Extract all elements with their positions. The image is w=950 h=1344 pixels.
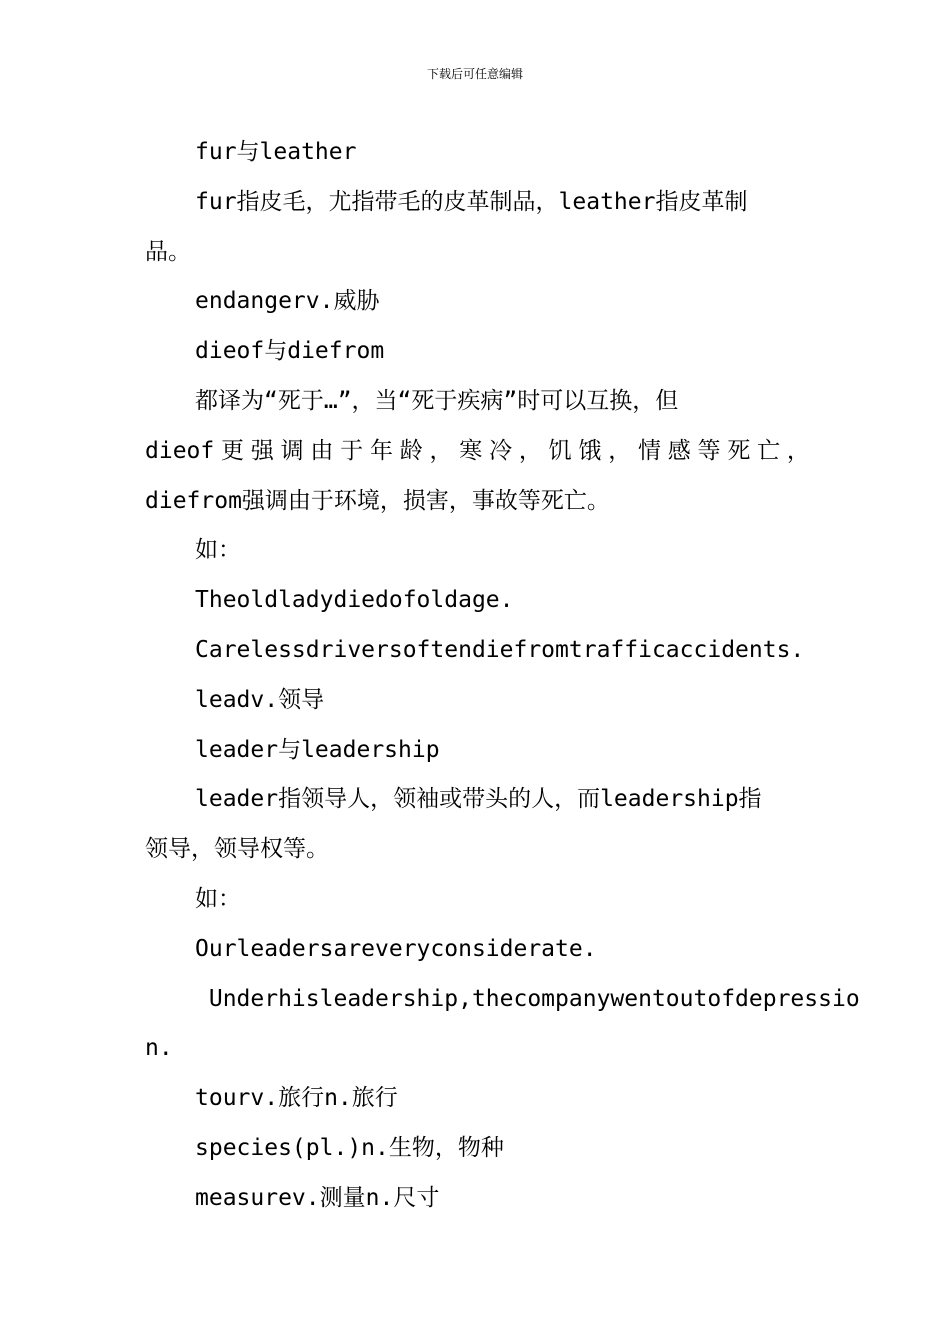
- paragraph-line: leadv.领导: [195, 686, 325, 713]
- paragraph-line: endangerv.威胁: [195, 288, 380, 315]
- justified-token: dieof: [145, 437, 215, 464]
- justified-token: 情: [637, 437, 661, 464]
- paragraph-line: leader与leadership: [195, 736, 440, 763]
- paragraph-line: 如：: [195, 537, 241, 564]
- example-sentence: Ourleadersareveryconsiderate.: [195, 935, 597, 962]
- justified-paragraph-line: [145, 427, 810, 477]
- example-sentence: Theoldladydiedofoldage.: [195, 587, 514, 614]
- justified-token: 饥: [548, 437, 572, 464]
- justified-token: ，: [518, 437, 542, 464]
- paragraph-line: dieof与diefrom: [195, 338, 385, 365]
- justified-token: 饿: [578, 437, 602, 464]
- justified-token: ，: [608, 437, 632, 464]
- justified-token: 感: [667, 437, 691, 464]
- justified-token: 等: [697, 437, 721, 464]
- paragraph-line: leader指领导人，领袖或带头的人，而leadership指: [195, 786, 762, 813]
- justified-token: 寒: [459, 437, 483, 464]
- example-sentence: Carelessdriversoftendiefromtrafficaccidents.: [195, 636, 805, 663]
- justified-token: ，: [429, 437, 453, 464]
- paragraph-line: species(pl.)n.生物，物种: [195, 1134, 504, 1161]
- justified-token: 龄: [399, 437, 423, 464]
- paragraph-line: fur指皮毛，尤指带毛的皮革制品，leather指皮革制: [195, 188, 748, 215]
- justified-token: 亡: [757, 437, 781, 464]
- justified-token: 于: [340, 437, 364, 464]
- justified-token: 调: [280, 437, 304, 464]
- page-header: 下载后可任意编辑: [426, 67, 523, 81]
- justified-token: 年: [369, 437, 393, 464]
- paragraph-line: fur与leather: [195, 139, 357, 165]
- paragraph-line: 领导，领导权等。: [145, 836, 329, 863]
- paragraph-line: 品。: [145, 238, 191, 265]
- justified-token: 冷: [489, 437, 513, 464]
- paragraph-line: 如：: [195, 885, 241, 912]
- paragraph-line: n.: [145, 1035, 173, 1062]
- document-body: [145, 128, 860, 1224]
- example-sentence: Underhisleadership,thecompanywentoutofdepressio: [195, 985, 860, 1012]
- paragraph-line: tourv.旅行n.旅行: [195, 1085, 398, 1112]
- justified-token: ，: [786, 437, 810, 464]
- paragraph-line: diefrom强调由于环境，损害，事故等死亡。: [145, 487, 610, 514]
- paragraph-line: measurev.测量n.尺寸: [195, 1184, 440, 1211]
- justified-token: 强: [250, 437, 274, 464]
- paragraph-line: 都译为“死于…”，当“死于疾病”时可以互换，但: [195, 387, 679, 414]
- justified-token: 由: [310, 437, 334, 464]
- justified-token: 死: [727, 437, 751, 464]
- justified-token: 更: [221, 437, 245, 464]
